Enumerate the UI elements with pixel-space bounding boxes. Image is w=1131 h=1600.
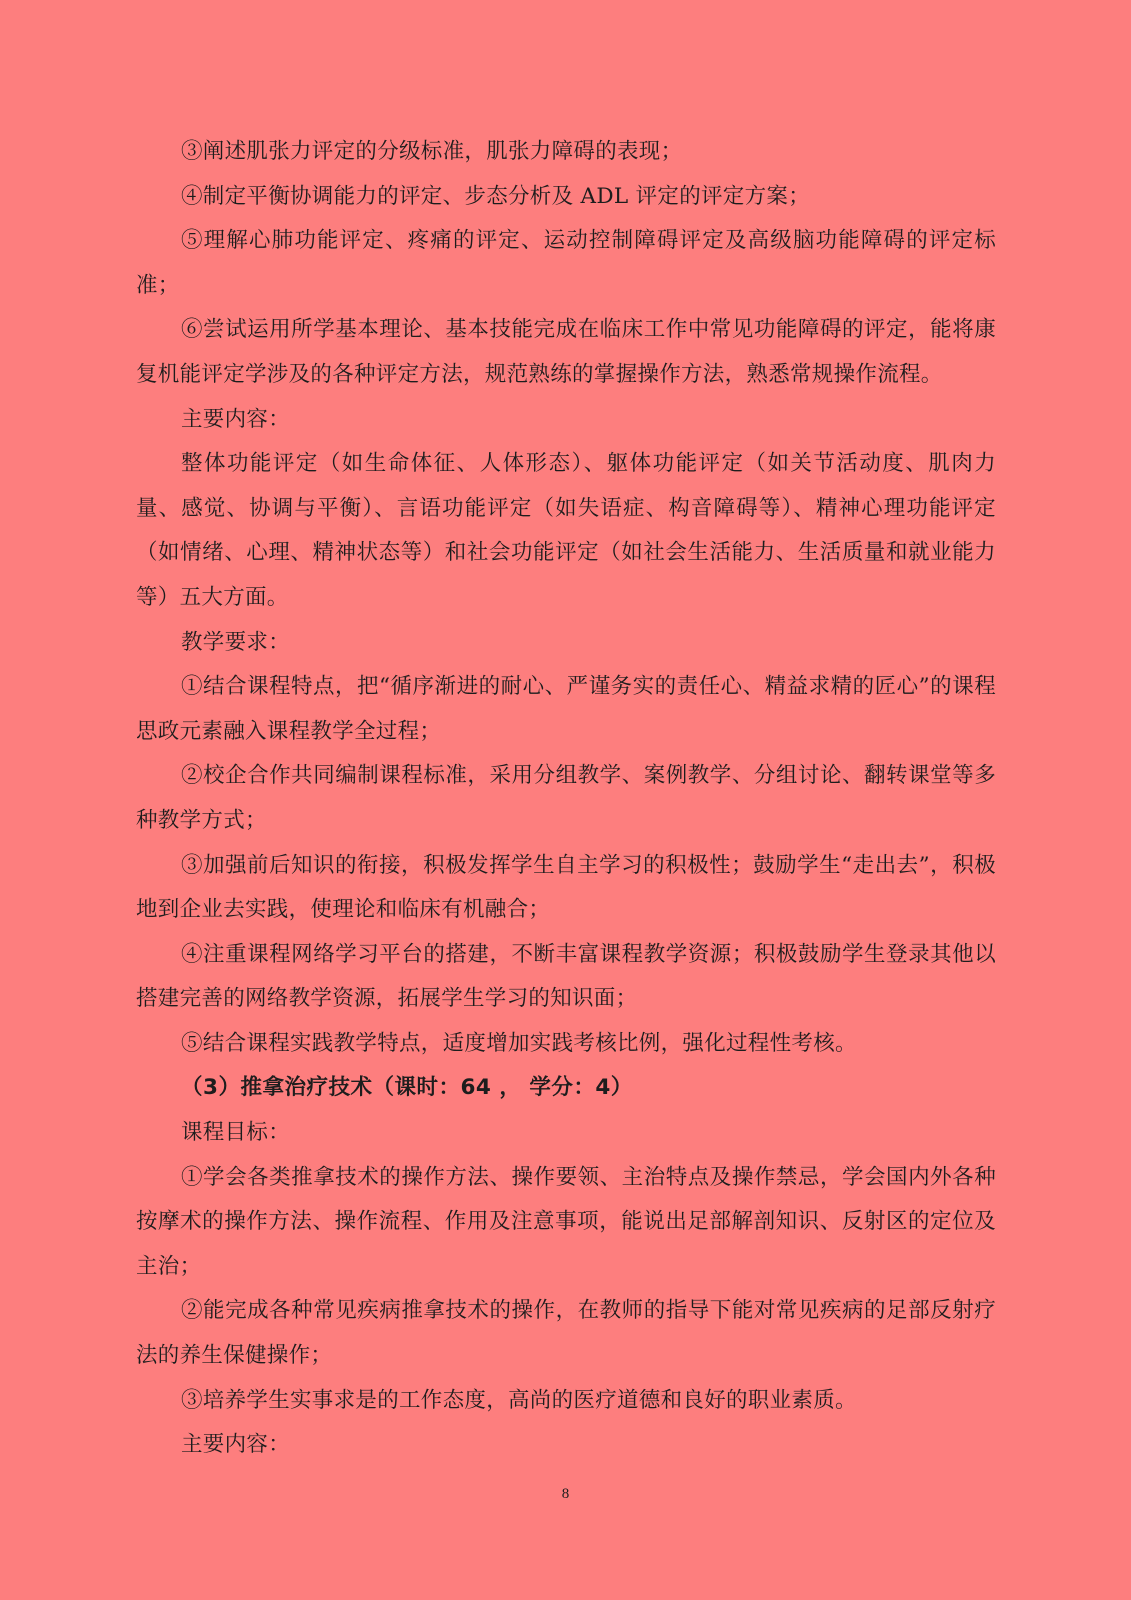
paragraph: ③培养学生实事求是的工作态度，高尚的医疗道德和良好的职业素质。 xyxy=(181,1387,857,1413)
section-label: 主要内容： xyxy=(181,1432,291,1458)
paragraph: ④制定平衡协调能力的评定、步态分析及 ADL 评定的评定方案； xyxy=(181,183,811,209)
paragraph: ⑤理解心肺功能评定、疼痛的评定、运动控制障碍评定及高级脑功能障碍的评定标准； xyxy=(136,228,996,298)
paragraph: ②能完成各种常见疾病推拿技术的操作，在教师的指导下能对常见疾病的足部反射疗法的养生保健操作； xyxy=(136,1298,996,1369)
page-body xyxy=(136,130,996,1468)
paragraph: ①学会各类推拿技术的操作方法、操作要领、主治特点及操作禁忌，学会国内外各种按摩术的操作方法、操作流程、作用及注意事项，能说出足部解剖知识、反射区的定位及主治； xyxy=(136,1164,996,1279)
course-heading: （3）推拿治疗技术（课时：64 ， 学分：4） xyxy=(181,1075,633,1101)
paragraph: ④注重课程网络学习平台的搭建，不断丰富课程教学资源；积极鼓励学生登录其他以搭建完善的网络教学资源，拓展学生学习的知识面； xyxy=(136,941,996,1012)
paragraph: ②校企合作共同编制课程标准，采用分组教学、案例教学、分组讨论、翻转课堂等多种教学方式； xyxy=(136,763,996,833)
section-label: 主要内容： xyxy=(181,406,291,432)
paragraph: 整体功能评定（如生命体征、人体形态）、躯体功能评定（如关节活动度、肌肉力量、感觉、协调与平衡）、言语功能评定（如失语症、构音障碍等）、精神心理功能评定（如情绪、心理、精神状态等）和社会功能评定（如社会生活能力、生活质量和就业能力等）五大方面。 xyxy=(136,451,996,610)
paragraph: ⑤结合课程实践教学特点，适度增加实践考核比例，强化过程性考核。 xyxy=(181,1030,857,1056)
paragraph: ③阐述肌张力评定的分级标准，肌张力障碍的表现； xyxy=(181,139,683,164)
paragraph: ①结合课程特点，把“循序渐进的耐心、严谨务实的责任心、精益求精的匠心”的课程思政元素融入课程教学全过程； xyxy=(136,674,996,744)
section-label: 教学要求： xyxy=(181,629,291,655)
paragraph: ⑥尝试运用所学基本理论、基本技能完成在临床工作中常见功能障碍的评定，能将康复机能评定学涉及的各种评定方法，规范熟练的掌握操作方法，熟悉常规操作流程。 xyxy=(136,317,996,387)
paragraph: ③加强前后知识的衔接，积极发挥学生自主学习的积极性；鼓励学生“走出去”，积极地到企业去实践，使理论和临床有机融合； xyxy=(136,852,996,923)
page-number: 8 xyxy=(561,1486,570,1502)
section-label: 课程目标： xyxy=(181,1120,291,1146)
